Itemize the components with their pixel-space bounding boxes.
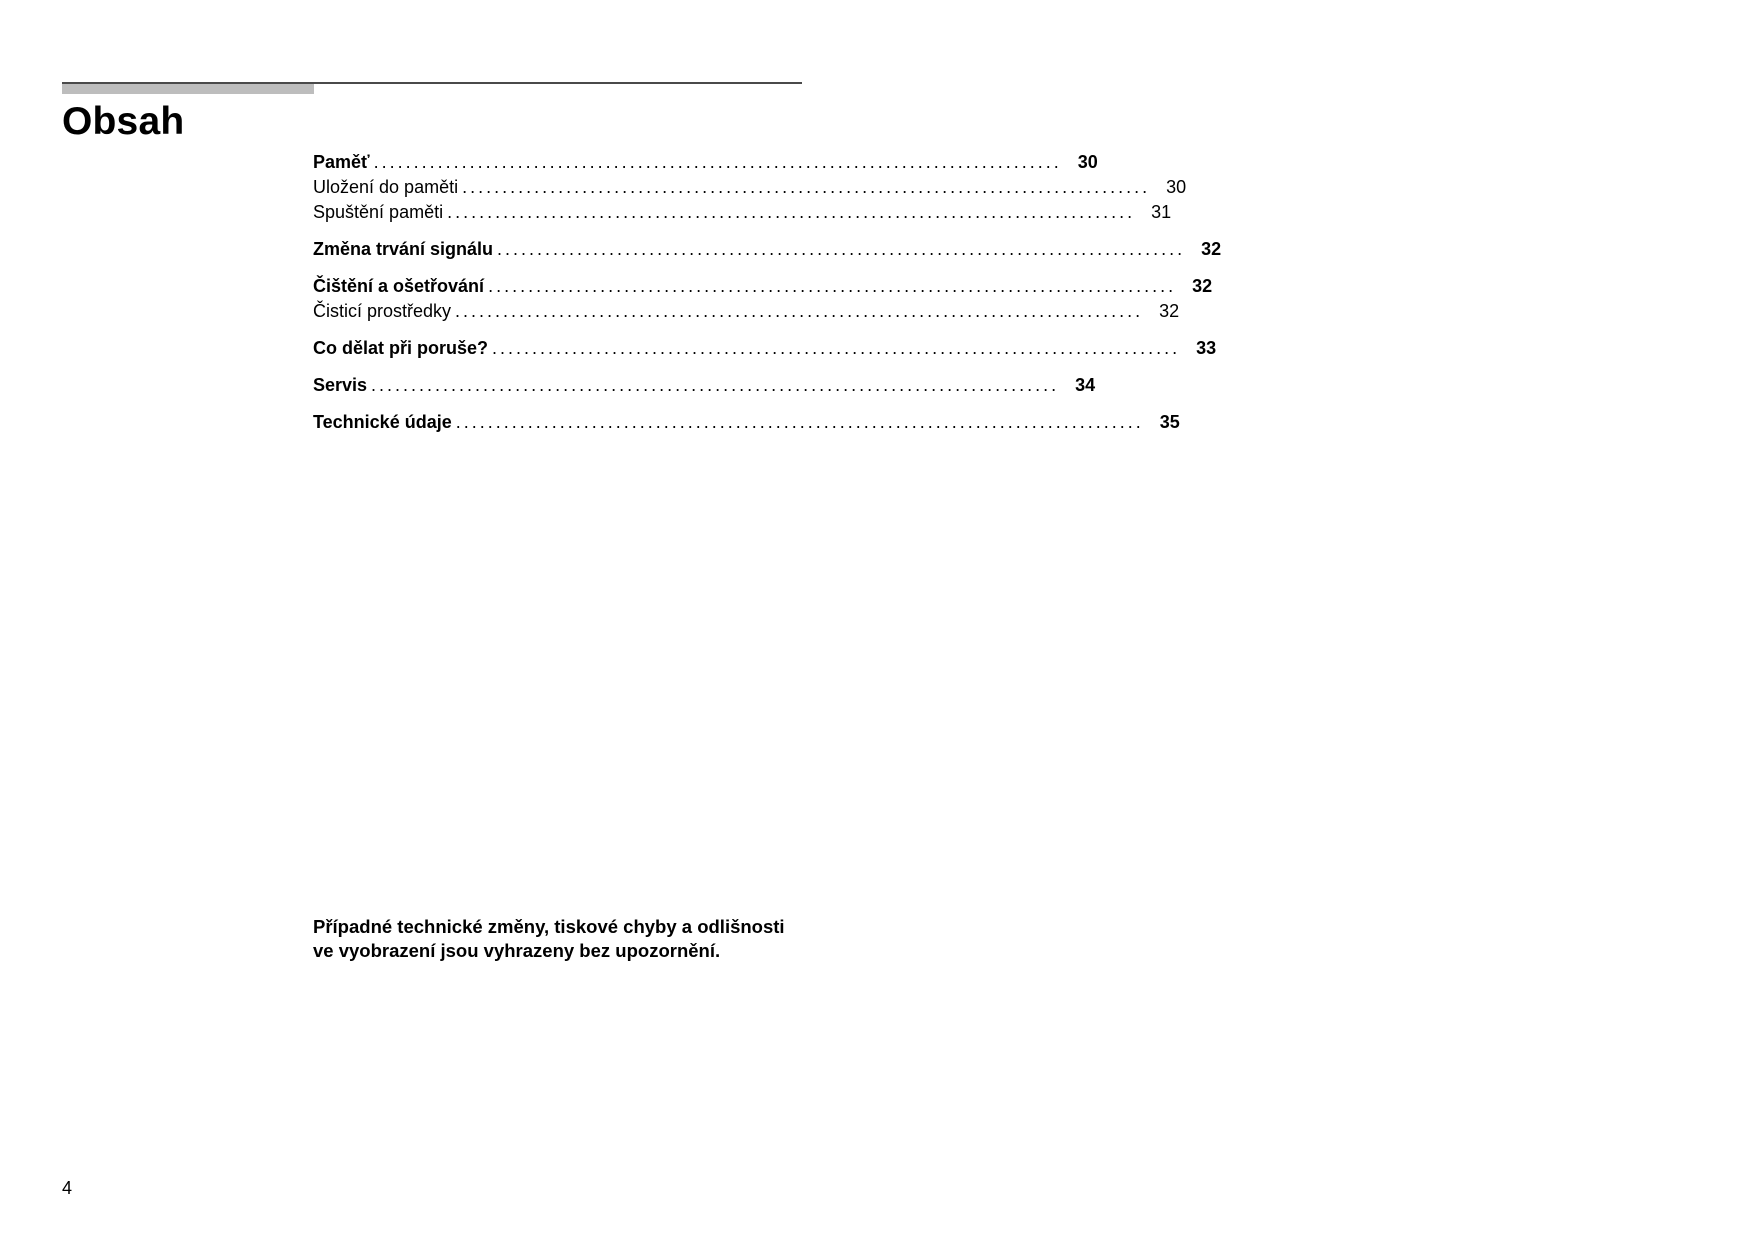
toc-entry-page: 30 xyxy=(1077,152,1098,172)
toc-entry-label: Servis xyxy=(313,375,368,395)
toc-entry-save-memory[interactable] xyxy=(313,175,1187,200)
toc-leader-dots: ...................................................................................... xyxy=(373,152,1062,172)
toc-entry-page: 32 xyxy=(1192,276,1213,296)
disclaimer-line-1: Případné technické změny, tiskové chyby a odlišnosti xyxy=(313,916,785,937)
toc-entry-run-memory[interactable] xyxy=(313,200,1172,225)
toc-entry-label: Uložení do paměti xyxy=(313,177,459,197)
page-number: 4 xyxy=(62,1178,73,1198)
toc-leader-dots: ...................................................................................... xyxy=(488,276,1177,296)
toc-entry-troubleshooting[interactable] xyxy=(313,336,1217,361)
toc-entry-service[interactable] xyxy=(313,373,1096,398)
toc-entry-cleaning[interactable] xyxy=(313,274,1213,299)
toc-entry-page: 33 xyxy=(1196,338,1217,358)
toc-leader-dots: ...................................................................................... xyxy=(371,375,1060,395)
header-accent-bar xyxy=(62,84,314,94)
toc-leader-dots: ...................................................................................... xyxy=(492,338,1181,358)
toc-leader-dots: ...................................................................................... xyxy=(455,412,1144,432)
table-of-contents xyxy=(313,150,1222,435)
toc-leader-dots: ...................................................................................... xyxy=(462,177,1151,197)
toc-leader-dots: ...................................................................................... xyxy=(497,239,1186,259)
disclaimer-line-2: ve vyobrazení jsou vyhrazeny bez upozornění. xyxy=(313,940,721,961)
toc-entry-page: 30 xyxy=(1166,177,1187,197)
toc-entry-label: Spuštění paměti xyxy=(313,202,444,222)
toc-entry-label: Čisticí prostředky xyxy=(313,301,452,321)
toc-entry-page: 31 xyxy=(1151,202,1172,222)
toc-entry-label: Paměť xyxy=(313,152,370,172)
toc-entry-signal-duration[interactable] xyxy=(313,237,1222,262)
page-title: Obsah xyxy=(62,100,185,143)
toc-entry-label: Změna trvání signálu xyxy=(313,239,494,259)
toc-entry-label: Čištění a ošetřování xyxy=(313,276,485,296)
toc-entry-page: 32 xyxy=(1201,239,1222,259)
toc-entry-page: 32 xyxy=(1159,301,1180,321)
toc-leader-dots: ...................................................................................... xyxy=(455,301,1144,321)
toc-entry-memory[interactable] xyxy=(313,150,1098,175)
toc-entry-label: Technické údaje xyxy=(313,412,452,432)
toc-entry-page: 35 xyxy=(1159,412,1180,432)
disclaimer-note xyxy=(313,915,813,963)
toc-entry-label: Co dělat při poruše? xyxy=(313,338,489,358)
toc-entry-technical-data[interactable] xyxy=(313,410,1180,435)
toc-entry-page: 34 xyxy=(1075,375,1096,395)
toc-entry-cleaning-agents[interactable] xyxy=(313,299,1180,324)
toc-leader-dots: ...................................................................................... xyxy=(447,202,1136,222)
